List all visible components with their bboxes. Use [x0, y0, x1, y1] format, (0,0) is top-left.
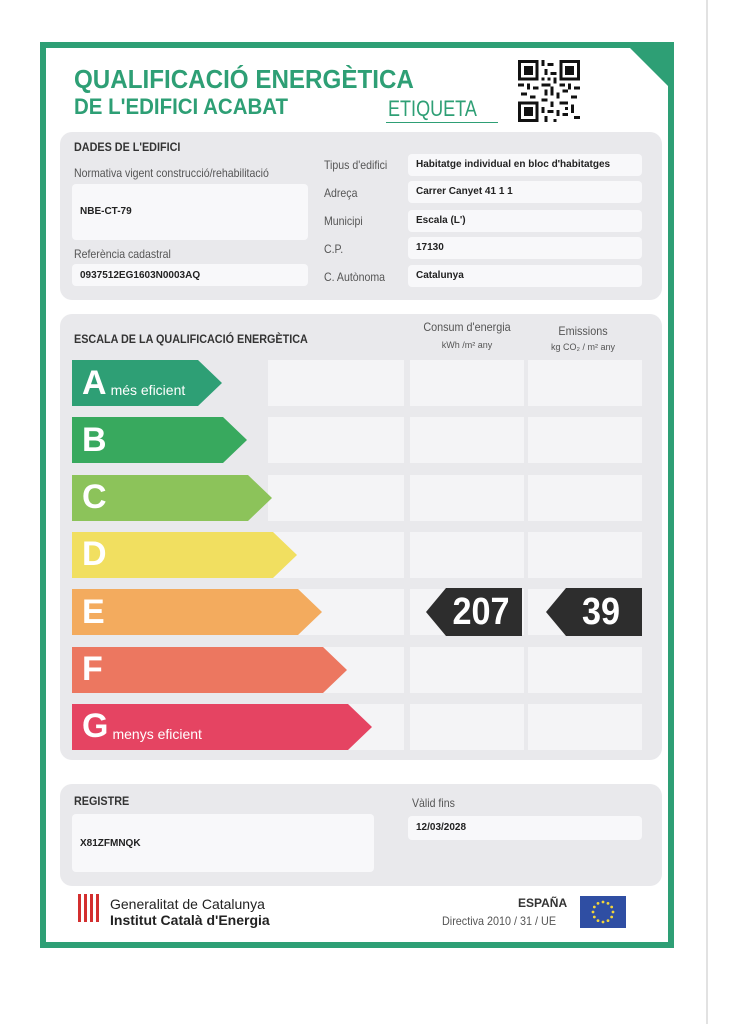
field-label-municipi: Municipi — [324, 214, 363, 228]
field-value-adreca: Carrer Canyet 41 1 1 — [416, 186, 513, 197]
field-value-cp: 17130 — [416, 242, 444, 253]
eu-star-icon — [602, 901, 605, 904]
eu-star-icon — [607, 902, 610, 905]
valid-until-value: 12/03/2028 — [416, 822, 467, 833]
field-label-adreca: Adreça — [324, 186, 358, 200]
country-label: ESPAÑA — [518, 896, 568, 910]
emissions-cell — [528, 532, 642, 578]
emissions-tag-value: 39 — [581, 591, 621, 634]
eu-star-icon — [612, 911, 615, 914]
certificate-frame — [40, 42, 674, 948]
energy-cell — [410, 532, 524, 578]
energy-consumption-tag — [426, 588, 522, 636]
energy-cell — [410, 360, 524, 406]
energy-class-bar-g — [72, 704, 372, 750]
eu-star-icon — [602, 921, 605, 924]
emissions-cell — [528, 360, 642, 406]
energy-cell — [410, 417, 524, 463]
eu-star-icon — [592, 911, 595, 914]
scale-row-background — [268, 417, 404, 463]
energy-column-title: Consum d'energia — [423, 320, 511, 334]
energy-cell — [410, 647, 524, 693]
field-label-cp: C.P. — [324, 242, 344, 256]
valid-until-label: Vàlid fins — [412, 796, 455, 810]
energy-class-letter: D — [82, 535, 107, 574]
directive-label: Directiva 2010 / 31 / UE — [442, 914, 557, 928]
energy-cell — [410, 704, 524, 750]
etiqueta-underline — [386, 122, 498, 123]
field-value-autonoma: Catalunya — [416, 270, 464, 281]
field-label-tipus: Tipus d'edifici — [324, 158, 388, 172]
energy-consumption-tag-value: 207 — [452, 591, 510, 634]
eu-star-icon — [607, 919, 610, 922]
energy-class-bar-f — [72, 647, 347, 693]
energy-class-bar-e — [72, 589, 322, 635]
energy-class-letter: E — [82, 592, 105, 631]
field-value-municipi: Escala (L') — [416, 215, 466, 226]
etiqueta-label: ETIQUETA — [388, 96, 477, 121]
energy-class-bar-d — [72, 532, 297, 578]
scale-row-background — [268, 360, 404, 406]
building-data-title: DADES DE L'EDIFICI — [74, 140, 181, 154]
eu-star-icon — [597, 902, 600, 905]
energy-class-letter: A — [82, 363, 107, 402]
referencia-label: Referència cadastral — [74, 247, 171, 261]
energy-class-letter: G — [82, 707, 109, 746]
normativa-value: NBE-CT-79 — [80, 206, 132, 217]
emissions-cell — [528, 475, 642, 521]
qr-code-icon — [518, 60, 580, 122]
field-value-tipus: Habitatge individual en bloc d'habitatges — [416, 159, 611, 170]
scan-edge-line — [706, 0, 708, 1024]
generalitat-name: Generalitat de Catalunya — [110, 896, 265, 912]
catalan-flag-icon — [76, 894, 102, 922]
emissions-cell — [528, 647, 642, 693]
eu-star-icon — [593, 916, 596, 919]
eu-star-icon — [597, 919, 600, 922]
emissions-column-title: Emissions — [558, 324, 608, 338]
energy-class-letter: F — [82, 650, 103, 688]
eu-flag-icon — [580, 896, 626, 928]
scale-row-background — [268, 475, 404, 521]
eu-star-icon — [610, 906, 613, 909]
emissions-cell — [528, 417, 642, 463]
energy-class-bar-a — [72, 360, 222, 406]
energy-class-bar-b — [72, 417, 247, 463]
energy-scale-title: ESCALA DE LA QUALIFICACIÓ ENERGÈTICA — [74, 332, 308, 346]
energy-class-caption: més eficient — [110, 382, 186, 398]
registre-title: REGISTRE — [74, 794, 130, 808]
energy-class-letter: C — [82, 478, 107, 517]
institute-name: Institut Català d'Energia — [110, 912, 270, 928]
energy-cell — [410, 475, 524, 521]
registre-value: X81ZFMNQK — [80, 838, 141, 849]
frame-corner-decoration — [624, 42, 674, 92]
field-label-autonoma: C. Autònoma — [324, 270, 386, 284]
energy-class-bar-c — [72, 475, 272, 521]
title-line-1: QUALIFICACIÓ ENERGÈTICA — [74, 64, 414, 94]
energy-class-caption: menys eficient — [112, 725, 202, 742]
eu-star-icon — [610, 916, 613, 919]
emissions-column-unit: kg CO₂ / m² any — [550, 342, 615, 352]
energy-column-unit: kWh /m² any — [441, 340, 493, 350]
title-line-2: DE L'EDIFICI ACABAT — [74, 94, 289, 119]
eu-star-icon — [593, 906, 596, 909]
referencia-value: 0937512EG1603N0003AQ — [80, 270, 201, 281]
emissions-cell — [528, 704, 642, 750]
normativa-label: Normativa vigent construcció/rehabilitació — [74, 166, 269, 180]
emissions-tag — [546, 588, 642, 636]
energy-class-letter: B — [82, 420, 107, 459]
